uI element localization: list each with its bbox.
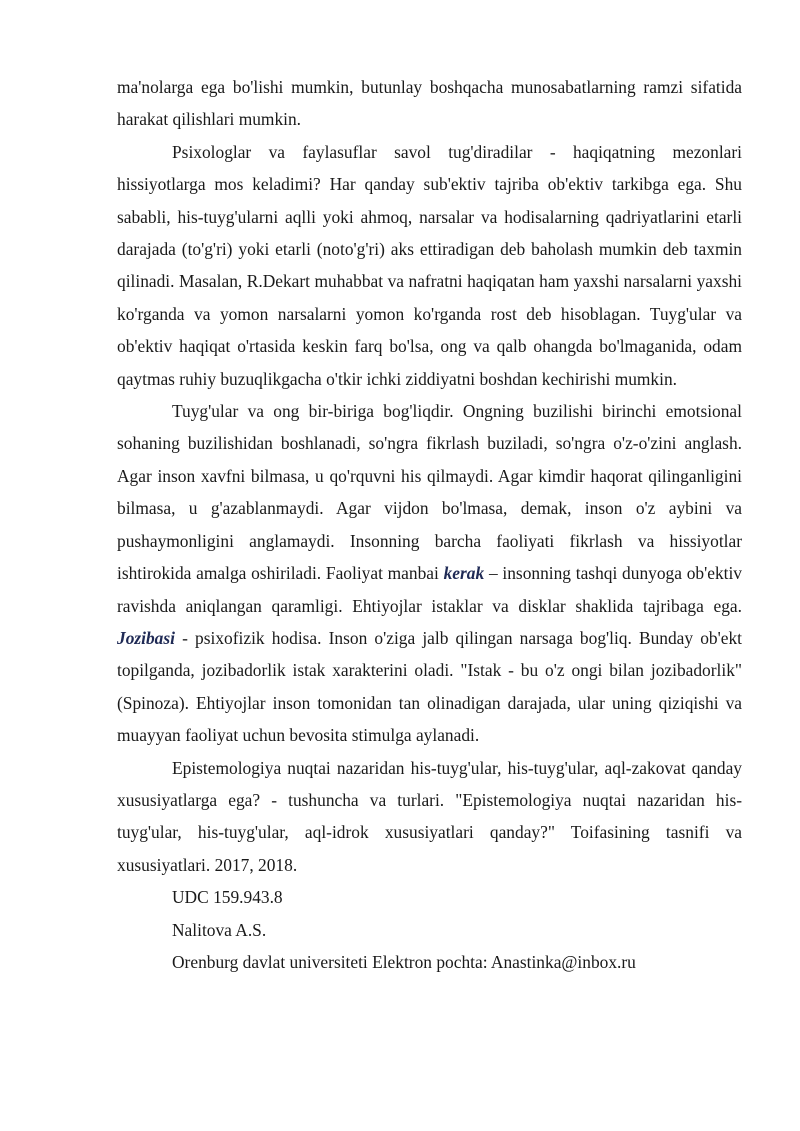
paragraph-emotions-truth: Psixologlar va faylasuflar savol tug'diradilar - haqiqatning mezonlari hissiyotlarga mos keladimi? Har qanday sub'ektiv tajriba ob'ektiv tarkibga ega. Shu sababli, his-tuyg'ularni aqlli yoki ahmoq, narsalar va hodisalarning qadriyatlarini etarli darajada (to'g'ri) yoki etarli (noto'g'ri) aks ettiradigan deb baholash mumkin deb taxmin qilinadi. Masalan, R.Dekart muhabbat va nafratni haqiqatan ham yaxshi narsalarni yaxshi ko'rganda va yomon narsalarni yomon ko'rganda rost deb hisoblagan. Tuyg'ular va ob'ektiv haqiqat o'rtasida keskin farq bo'lsa, ong va qalb ohangda bo'lmaganida, odam qaytmas ruhiy buzuqlikgacha o'tkir ichki ziddiyatni boshdan kechirishi mumkin.: [117, 141, 742, 389]
paragraph-text-part: Tuyg'ular va ong bir-biriga bog'liqdir. Ongning buzilishi birinchi emotsional sohaning buzilishidan boshlanadi, so'ngra fikrlash buziladi, so'ngra o'z-o'zini anglash. Agar inson xavfni bilmasa, u qo'rquvni his qilmaydi. Agar kimdir haqorat qilinganligini bilmasa, u g'azablanmaydi. Agar vijdon bo'lmasa, demak, inson o'z aybini va pushaymonligini anglamaydi. Insonning barcha faoliyati fikrlash va hissiyotlar ishtirokida amalga oshiriladi. Faoliyat manbai: [117, 401, 742, 584]
author-name: Nalitova A.S.: [172, 919, 267, 940]
author-affiliation: Orenburg davlat universiteti Elektron pochta: Anastinka@inbox.ru: [172, 951, 636, 972]
document-page: [117, 71, 742, 978]
paragraph-continuation: ma'nolarga ega bo'lishi mumkin, butunlay boshqacha munosabatlarning ramzi sifatida harakat qilishlari mumkin.: [117, 77, 742, 130]
udc-code: UDC 159.943.8: [172, 887, 283, 908]
paragraph-emotions-consciousness: [117, 395, 742, 751]
paragraph-epistemology: Epistemologiya nuqtai nazaridan his-tuyg'ular, his-tuyg'ular, aql-zakovat qanday xususiyatlarga ega? - tushuncha va turlari. "Epistemologiya nuqtai nazaridan his-tuyg'ular, his-tuyg'ular, aql-idrok xususiyatlari qanday?" Toifasining tasnifi va xususiyatlari. 2017, 2018.: [117, 757, 742, 875]
term-jozibasi: Jozibasi: [117, 627, 175, 648]
paragraph-text-part: - psixofizik hodisa. Inson o'ziga jalb qilingan narsaga bog'liq. Bunday ob'ekt topilganda, jozibadorlik istak xarakterini oladi. "Istak - bu o'z ongi bilan jozibadorlik" (Spinoza). Ehtiyojlar inson tomonidan tan olinadigan darajada, ular uning qiziqishi va muayyan faoliyat uchun bevosita stimulga aylanadi.: [117, 627, 742, 746]
paragraph-text-part: – insonning tashqi dunyoga ob'ektiv ravishda aniqlangan qaramligi. Ehtiyojlar istaklar va disklar shaklida tajribaga ega.: [117, 563, 742, 616]
term-kerak: kerak: [443, 563, 485, 584]
